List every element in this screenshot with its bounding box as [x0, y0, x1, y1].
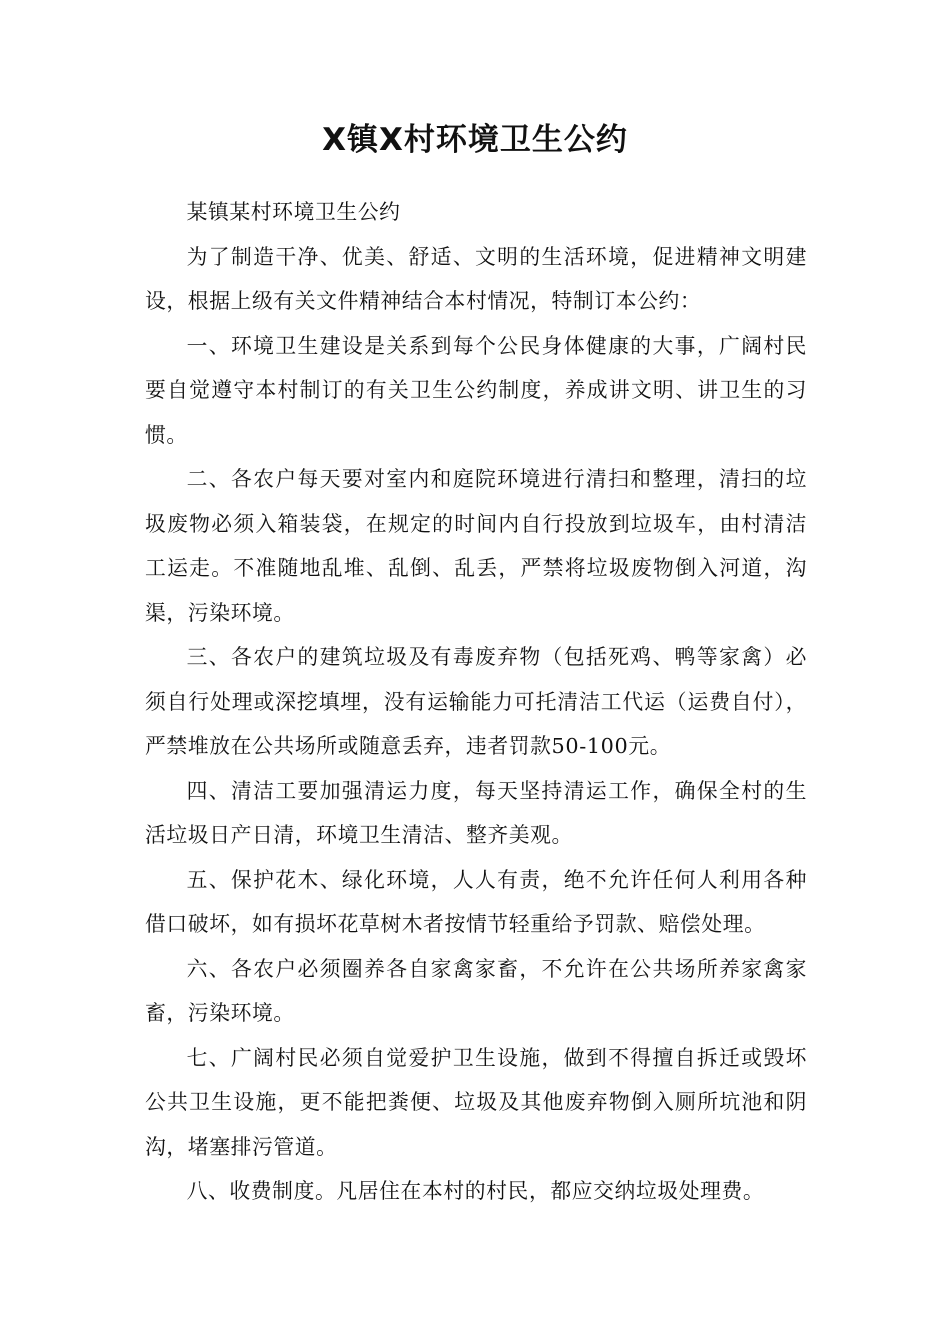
article-5-paragraph: 五、保护花木、绿化环境，人人有责，绝不允许任何人利用各种借口破坏，如有损坏花草树木者按情节轻重给予罚款、赔偿处理。 — [145, 867, 807, 936]
preamble-paragraph: 为了制造干净、优美、舒适、文明的生活环境，促进精神文明建设，根据上级有关文件精神结合本村情况，特制订本公约： — [145, 244, 807, 313]
article-8-paragraph: 八、收费制度。凡居住在本村的村民，都应交纳垃圾处理费。 — [186, 1179, 765, 1203]
article-3-paragraph: 三、各农户的建筑垃圾及有毒废弃物（包括死鸡、鸭等家禽）必须自行处理或深挖填埋，没有运输能力可托清洁工代运（运费自付），严禁堆放在公共场所或随意丢弃，违者罚款50-100元。 — [145, 645, 807, 758]
subtitle-paragraph: 某镇某村环境卫生公约 — [186, 200, 401, 224]
article-7-paragraph: 七、广阔村民必须自觉爱护卫生设施，做到不得擅自拆迁或毁坏公共卫生设施，更不能把粪便、垃圾及其他废弃物倒入厕所坑池和阴沟，堵塞排污管道。 — [145, 1045, 807, 1159]
article-4-paragraph: 四、清洁工要加强清运力度，每天坚持清运工作，确保全村的生活垃圾日产日清，环境卫生清洁、整齐美观。 — [145, 778, 807, 847]
document-body — [145, 190, 807, 1214]
article-1-paragraph: 一、环境卫生建设是关系到每个公民身体健康的大事，广阔村民要自觉遵守本村制订的有关卫生公约制度，养成讲文明、讲卫生的习惯。 — [145, 333, 807, 447]
article-2-paragraph: 二、各农户每天要对室内和庭院环境进行清扫和整理，清扫的垃圾废物必须入箱装袋，在规定的时间内自行投放到垃圾车，由村清洁工运走。不准随地乱堆、乱倒、乱丢，严禁将垃圾废物倒入河道，沟渠，污染环境。 — [145, 467, 807, 625]
document-title: X镇X村环境卫生公约 — [322, 122, 628, 158]
article-6-paragraph: 六、各农户必须圈养各自家禽家畜，不允许在公共场所养家禽家畜，污染环境。 — [145, 956, 807, 1025]
